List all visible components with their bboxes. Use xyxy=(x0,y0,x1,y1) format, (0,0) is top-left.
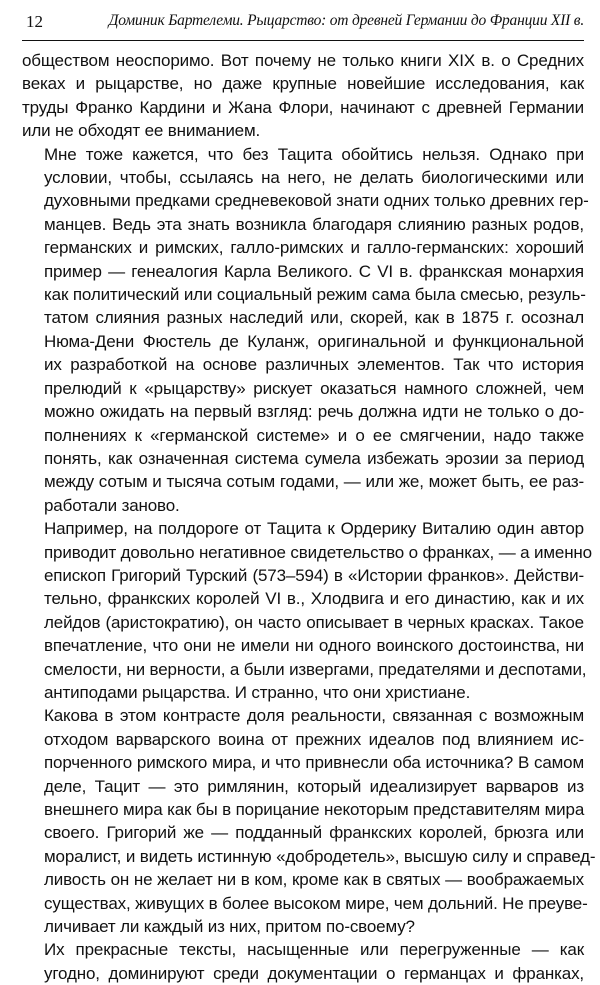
text-line: работали заново. xyxy=(44,495,180,515)
text-line: как политический или социальный режим сама была смесью, резуль- xyxy=(44,285,586,305)
text-line: Их прекрасные тексты, насыщенные или перегруженные — как xyxy=(44,940,584,960)
text-line: впечатление, что они не имели ни одного воинского достоинства, ни xyxy=(44,636,584,656)
text-line: прелюдий к «рыцарству» рискует оказаться намного сложней, чем xyxy=(44,378,584,398)
text-line: смелости, ни верности, а были извергами, предателями и деспотами, xyxy=(44,659,587,679)
text-line: внешнего мира как бы в порицание некоторым представителям мира xyxy=(44,800,585,819)
book-page xyxy=(22,0,596,983)
text-line: Мне тоже кажется, что без Тацита обойтись нельзя. Однако при xyxy=(44,144,584,164)
text-line: понять, как означенная система сумела избежать эрозии за период xyxy=(44,448,584,468)
text-line: между сотым и тысяча сотым годами, — или же, может быть, ее раз- xyxy=(44,472,584,492)
text-line: моралист, и видеть истинную «добродетель», высшую силу и справед- xyxy=(44,846,596,866)
text-line: труды Франко Кардини и Жана Флори, начинают с древней Германии xyxy=(22,97,584,117)
text-line: тельно, франкских королей VI в., Хлодвига и его династию, как и их xyxy=(44,589,584,609)
text-line: полнениях к «германской системе» и о ее смягчении, надо также xyxy=(44,425,584,445)
text-line: веках и рыцарстве, но даже крупные новейшие исследования, как xyxy=(22,74,584,94)
page-body xyxy=(22,49,596,985)
text-line: или не обходят ее вниманием. xyxy=(22,121,261,141)
text-line: манцев. Ведь эта знать возникла благодаря слиянию разных родов, xyxy=(44,214,584,234)
text-line: Например, на полдороге от Тацита к Ордерику Виталию один автор xyxy=(44,519,584,539)
text-line: существах, живущих в более высоком мире, чем дольний. Не преуве- xyxy=(44,893,588,913)
text-line: их разработкой на основе различных элементов. Так что история xyxy=(44,355,584,375)
paragraph xyxy=(22,143,589,518)
text-line: ливость он не желает ни в ком, кроме как в святых — воображаемых xyxy=(44,870,584,890)
paragraph xyxy=(22,517,592,704)
paragraph xyxy=(22,49,584,143)
text-line: обществом неоспоримо. Вот почему не только книги XIX в. о Средних xyxy=(22,51,584,70)
text-line: Нюма-Дени Фюстель де Куланж, оригинальной и функциональной xyxy=(44,331,584,351)
text-line: татом слияния разных наследий или, скорей, как в 1875 г. осознал xyxy=(44,308,584,328)
text-line: Какова в этом контрасте доля реальности, связанная с возможным xyxy=(44,706,584,726)
text-line: личивает ли каждый из них, притом по-своему? xyxy=(44,917,415,937)
paragraph xyxy=(22,938,584,985)
running-head: Доминик Бартелеми. Рыцарство: от древней Германии до Франции XII в. xyxy=(108,12,584,29)
page-number: 12 xyxy=(26,12,43,31)
text-line: своего. Григорий же — подданный франкских королей, брюзга или xyxy=(44,823,584,843)
text-line: можно ожидать на первый взгляд: речь должна идти не только о до- xyxy=(44,402,584,422)
text-line: епископ Григорий Турский (573–594) в «Истории франков». Действи- xyxy=(44,565,584,585)
text-line: отходом варварского воина от прежних идеалов под влиянием ис- xyxy=(44,729,584,749)
paragraph xyxy=(22,704,596,938)
text-line: приводит довольно негативное свидетельство о франках, — а именно xyxy=(44,542,592,562)
text-line: угодно, доминируют среди документации о германцах и франках, xyxy=(44,963,584,983)
text-line: лейдов (аристократию), он часто описывает в черных красках. Такое xyxy=(44,612,584,632)
text-line: духовными предками средневековой знати одних только древних гер- xyxy=(44,191,589,211)
page-header xyxy=(22,6,584,41)
text-line: деле, Тацит — это римлянин, который идеализирует варваров из xyxy=(44,776,584,796)
text-line: германских и римских, галло-римских и галло-германских: хороший xyxy=(44,238,584,258)
text-line: порченного римского мира, и что привнесли оба источника? В самом xyxy=(44,753,584,773)
text-line: антиподами рыцарства. И странно, что они христиане. xyxy=(44,682,471,702)
text-line: условии, чтобы, ссылаясь на него, не делать биологическими или xyxy=(44,168,584,188)
text-line: пример — генеалогия Карла Великого. С VI в. франкская монархия xyxy=(44,261,584,281)
